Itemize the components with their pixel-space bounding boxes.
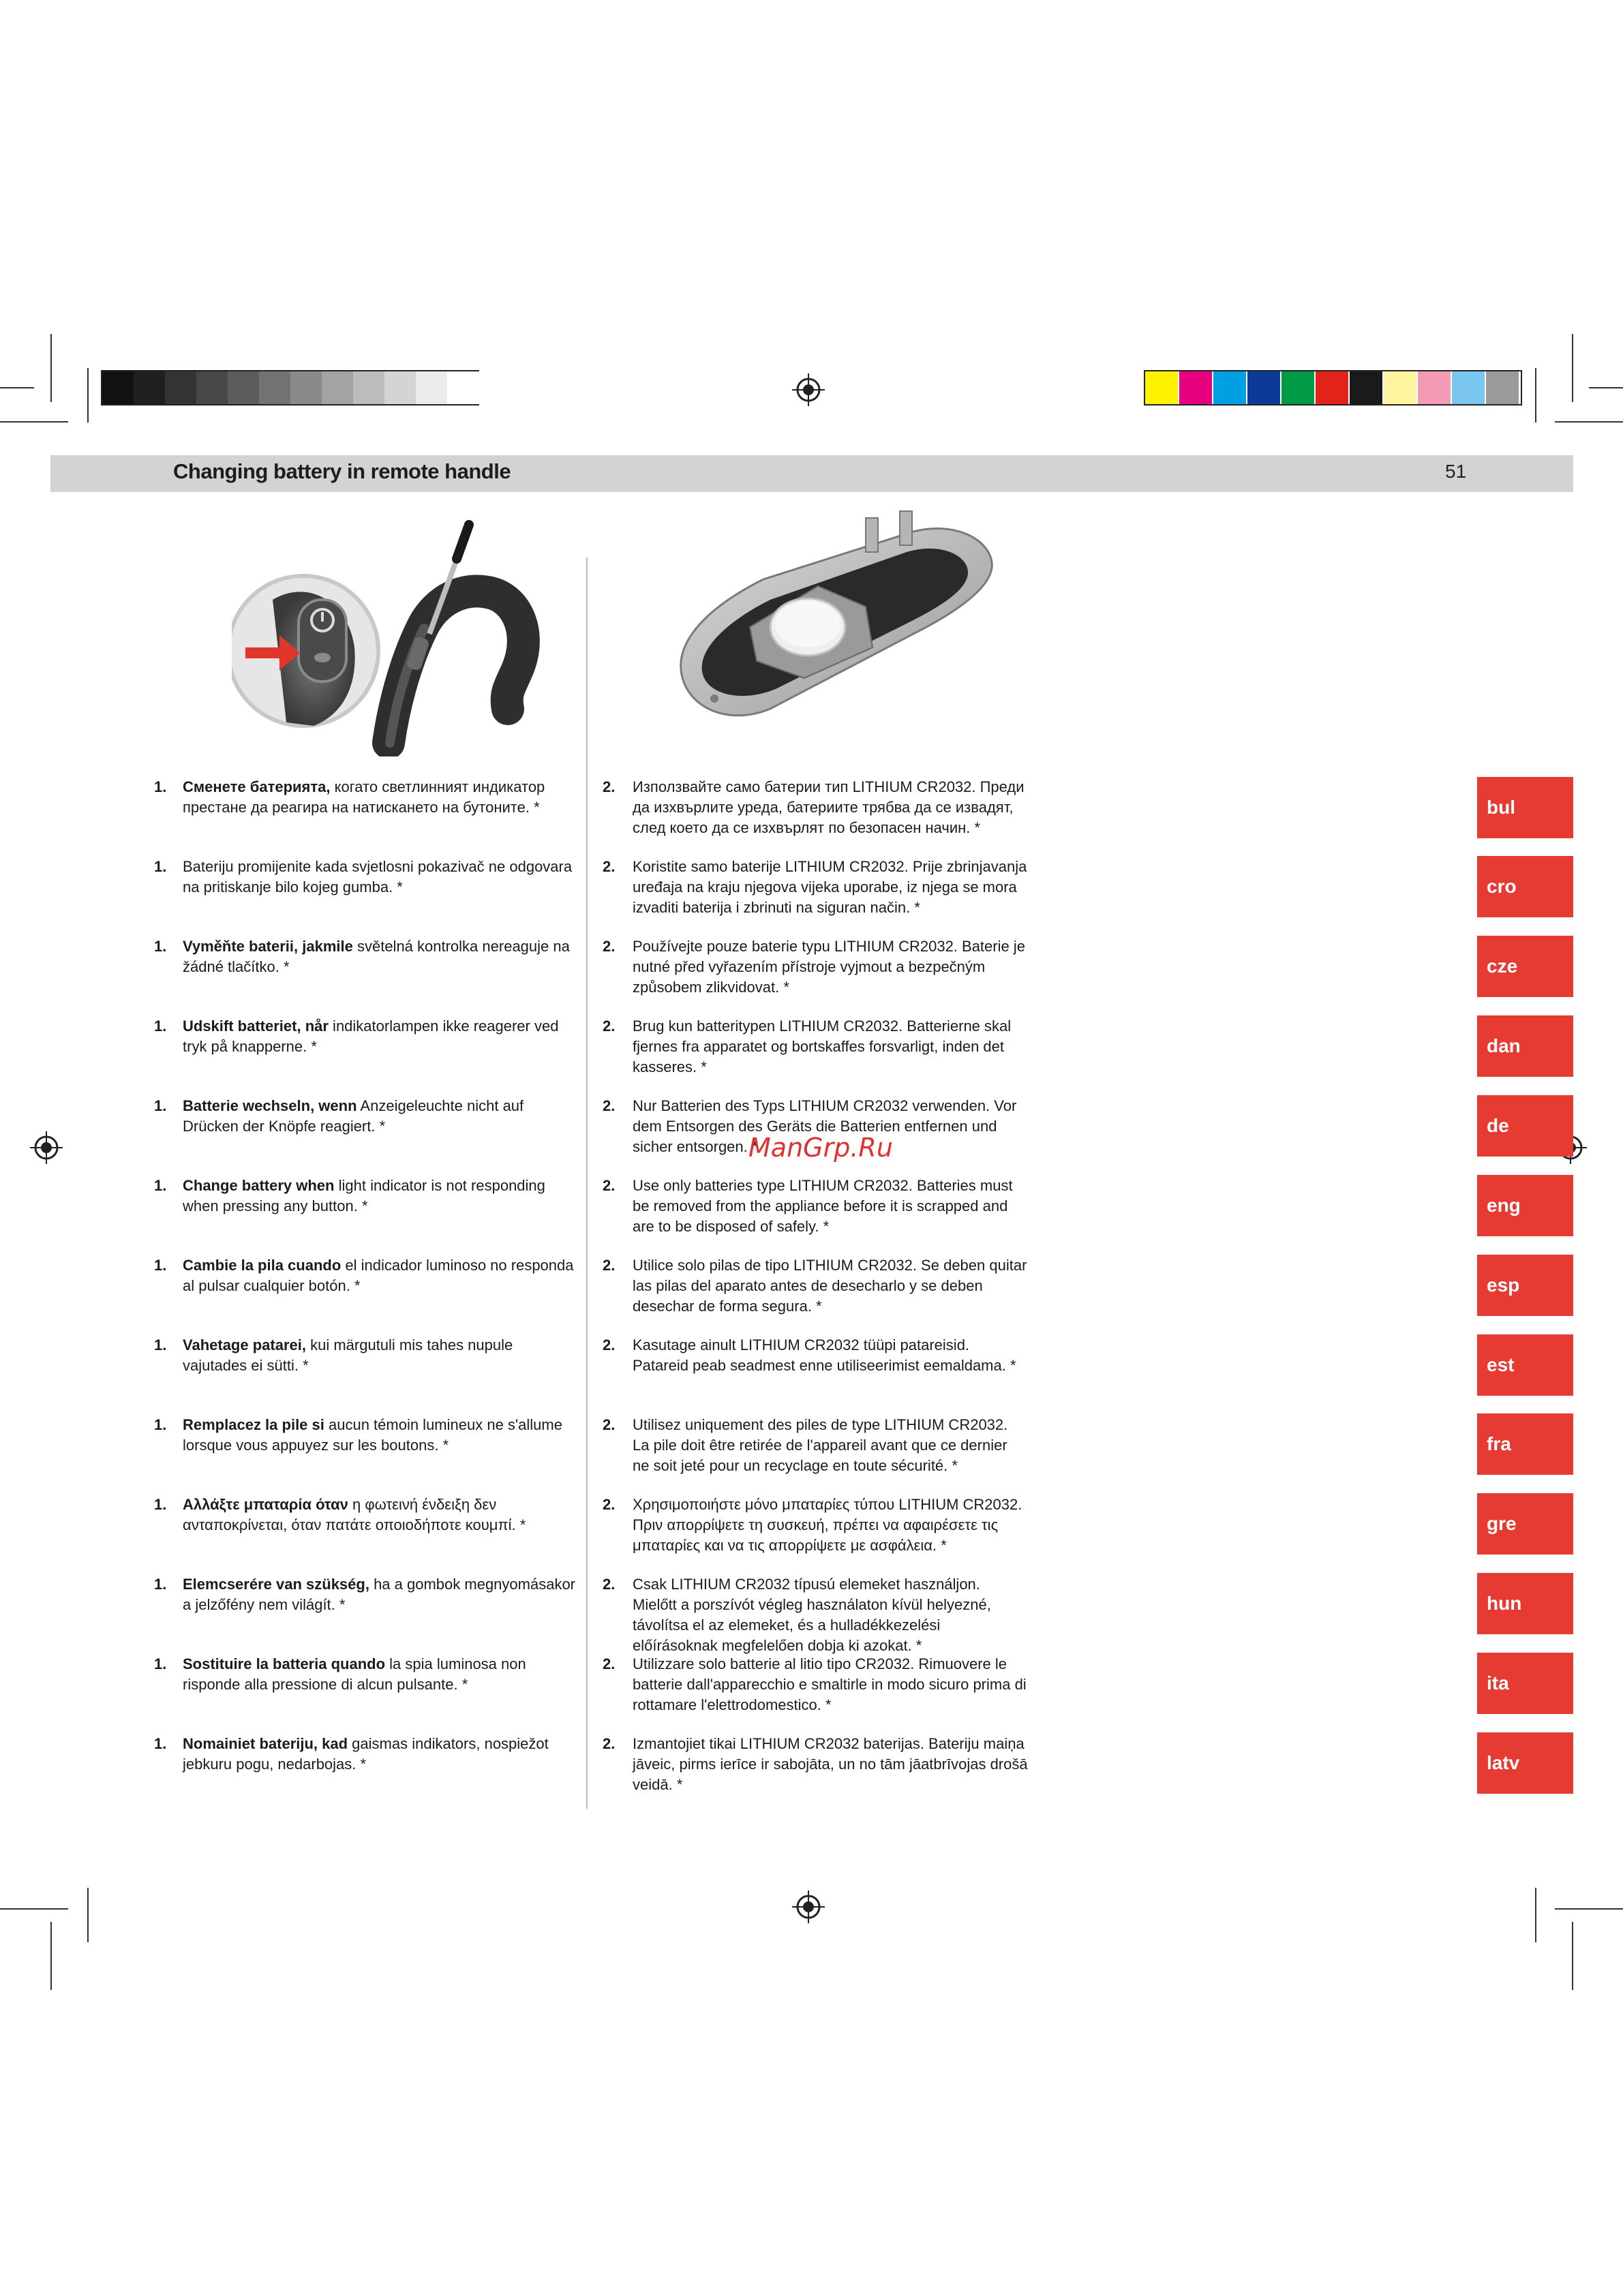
crop-mark (0, 421, 68, 423)
gray-swatch (416, 371, 448, 404)
gray-swatch (196, 371, 228, 404)
language-tab-hun[interactable]: hun (1477, 1573, 1573, 1634)
step2-text-de: Nur Batterien des Typs LITHIUM CR2032 verwenden. Vor dem Entsorgen des Geräts die Batterien entfernen und sicher entsorgen. * (633, 1097, 1017, 1155)
step1-body: gaismas indikators, nospiežot jebkuru pogu, nedarbojas. * (183, 1735, 549, 1773)
step2-text-cze: Používejte pouze baterie typu LITHIUM CR2032. Baterie je nutné před vyřazením přístroje vyjmout a bezpečným způsobem zlikvidovat. * (633, 938, 1025, 996)
crop-mark (1555, 421, 1623, 423)
step-number: 1. (154, 1177, 167, 1194)
step1-text-de (183, 1096, 578, 1137)
crop-mark (1589, 387, 1623, 388)
step-number: 2. (603, 1097, 616, 1114)
color-swatch (1247, 371, 1280, 404)
step2-text-bul: Използвайте само батерии тип LITHIUM CR2032. Преди да изхвърлите уреда, батериите трябва да се извадят, след което да се изхвърлят по безопасен начин. * (633, 778, 1025, 836)
language-tab-latv[interactable]: latv (1477, 1732, 1573, 1794)
color-swatch (1145, 371, 1178, 404)
step-number: 1. (154, 1336, 167, 1353)
step2-text-latv: Izmantojiet tikai LITHIUM CR2032 baterijas. Bateriju maiņa jāveic, pirms ierīce ir sabojāta, un no tām jāatbrīvojas drošā veidā. * (633, 1735, 1028, 1793)
step1-body: ha a gombok megnyomásakor a jelzőfény nem világít. * (183, 1576, 576, 1613)
step1-text-fra (183, 1415, 578, 1456)
step2-text-esp: Utilice solo pilas de tipo LITHIUM CR2032. Se deben quitar las pilas del aparato antes de desecharlo y se deben desechar de forma segura. * (633, 1257, 1027, 1315)
column-divider (586, 557, 588, 1809)
color-swatch (1452, 371, 1485, 404)
language-tab-de[interactable]: de (1477, 1095, 1573, 1157)
step-number: 1. (154, 1017, 167, 1035)
gray-swatch (259, 371, 291, 404)
step-number: 1. (154, 858, 167, 875)
step1-body: la spia luminosa non risponde alla pressione di alcun pulsante. * (183, 1655, 526, 1693)
registration-mark-icon (792, 1891, 825, 1923)
step-number: 2. (603, 1496, 616, 1513)
crop-mark (1572, 334, 1573, 402)
step-number: 2. (603, 1655, 616, 1672)
crop-mark (87, 368, 89, 423)
language-tab-ita[interactable]: ita (1477, 1653, 1573, 1714)
color-swatch (1179, 371, 1212, 404)
step-number: 2. (603, 1017, 616, 1035)
step-number: 2. (603, 1576, 616, 1593)
gray-swatch (353, 371, 385, 404)
step2-text-hun: Csak LITHIUM CR2032 típusú elemeket használjon. Mielőtt a porszívót végleg használaton kívül helyezné, távolítsa el az elemeket, és a hulladékkezelési előírásoknak megfelelően dobja ki azokat. * (633, 1576, 991, 1654)
gray-swatch (290, 371, 322, 404)
crop-mark (1535, 368, 1536, 423)
step2-text-gre: Χρησιμοποιήστε μόνο μπαταρίες τύπου LITHIUM CR2032. Πριν απορρίψετε τη συσκευή, πρέπει να αφαιρέσετε τις μπαταρίες και να τις απορρίψετε με ασφάλεια. * (633, 1496, 1022, 1554)
step1-bold: Nomainiet bateriju, kad (183, 1735, 348, 1752)
step1-body: Anzeigeleuchte nicht auf Drücken der Knöpfe reagiert. * (183, 1097, 524, 1135)
step1-text-dan (183, 1016, 578, 1057)
battery-compartment-illustration (668, 504, 1036, 736)
step-number: 1. (154, 1576, 167, 1593)
step-number: 1. (154, 1097, 167, 1114)
language-tab-dan[interactable]: dan (1477, 1015, 1573, 1077)
step-number: 1. (154, 1257, 167, 1274)
language-tab-eng[interactable]: eng (1477, 1175, 1573, 1236)
step1-bold: Αλλάξτε μπαταρία όταν (183, 1496, 348, 1513)
step-number: 1. (154, 1496, 167, 1513)
gray-swatch (228, 371, 260, 404)
step1-text-cro (183, 857, 578, 898)
language-tab-esp[interactable]: esp (1477, 1255, 1573, 1316)
color-swatch (1350, 371, 1382, 404)
step1-text-hun (183, 1574, 578, 1615)
step1-bold: Change battery when (183, 1177, 335, 1194)
step2-text-ita: Utilizzare solo batterie al litio tipo CR2032. Rimuovere le batterie dall'apparecchio e smaltirle in modo sicuro prima di rottamare l'elettrodomestico. * (633, 1655, 1027, 1713)
crop-mark (87, 1888, 89, 1942)
gray-swatch (134, 371, 166, 404)
step1-bold: Vahetage patarei, (183, 1336, 306, 1353)
gray-swatch (102, 371, 134, 404)
color-swatch (1316, 371, 1348, 404)
step1-bold: Sostituire la batteria quando (183, 1655, 386, 1672)
page-title: Changing battery in remote handle (173, 459, 511, 483)
step-number: 2. (603, 1177, 616, 1194)
step1-body: indikatorlampen ikke reagerer ved tryk på knapperne. * (183, 1017, 559, 1055)
gray-swatch (384, 371, 416, 404)
crop-mark (0, 387, 34, 388)
language-tab-fra[interactable]: fra (1477, 1413, 1573, 1475)
step-number: 1. (154, 1735, 167, 1752)
step1-text-bul (183, 777, 578, 818)
color-swatch (1486, 371, 1519, 404)
step1-text-eng (183, 1176, 578, 1216)
step-number: 2. (603, 1735, 616, 1752)
step1-bold: Vyměňte baterii, jakmile (183, 938, 353, 955)
step1-text-latv (183, 1734, 578, 1775)
language-tab-bul[interactable]: bul (1477, 777, 1573, 838)
step1-body: Bateriju promijenite kada svjetlosni pokazivač ne odgovara na pritiskanje bilo kojeg gumba. * (183, 858, 573, 896)
step2-text-cro: Koristite samo baterije LITHIUM CR2032. Prije zbrinjavanja uređaja na kraju njegova vijeka uporabe, iz njega se mora izvaditi baterija i zbrinuti na siguran način. * (633, 858, 1027, 916)
color-swatch (1384, 371, 1416, 404)
step1-text-cze (183, 936, 578, 977)
crop-mark (1535, 1888, 1536, 1942)
color-swatch (1418, 371, 1451, 404)
step1-text-est (183, 1335, 578, 1376)
step1-text-ita (183, 1654, 578, 1695)
step1-body: aucun témoin lumineux ne s'allume lorsque vous appuyez sur les boutons. * (183, 1416, 562, 1454)
step1-bold: Сменете батерията, (183, 778, 331, 795)
step-number: 2. (603, 1257, 616, 1274)
gray-swatch (165, 371, 197, 404)
step2-text-eng: Use only batteries type LITHIUM CR2032. Batteries must be removed from the appliance before it is scrapped and are to be disposed of safely. * (633, 1177, 1013, 1235)
gray-swatch (322, 371, 354, 404)
step-number: 2. (603, 778, 616, 795)
crop-mark (50, 334, 52, 402)
language-tab-cro[interactable]: cro (1477, 856, 1573, 917)
step-number: 1. (154, 778, 167, 795)
step2-text-est: Kasutage ainult LITHIUM CR2032 tüüpi patareisid. Patareid peab seadmest enne utiliseerimist eemaldama. * (633, 1336, 1016, 1374)
remote-handle-illustration (232, 518, 566, 756)
step1-body: světelná kontrolka nereaguje na žádné tlačítko. * (183, 938, 570, 975)
language-tab-gre[interactable]: gre (1477, 1493, 1573, 1555)
step1-body: el indicador luminoso no responda al pulsar cualquier botón. * (183, 1257, 574, 1294)
step-number: 2. (603, 858, 616, 875)
gray-swatch (447, 371, 479, 404)
step1-bold: Udskift batteriet, når (183, 1017, 329, 1035)
step-number: 1. (154, 1655, 167, 1672)
step1-body: kui märgutuli mis tahes nupule vajutades ei sütti. * (183, 1336, 513, 1374)
language-tab-cze[interactable]: cze (1477, 936, 1573, 997)
step2-text-dan: Brug kun batteritypen LITHIUM CR2032. Batterierne skal fjernes fra apparatet og bortskaffes forsvarligt, inden det kasseres. * (633, 1017, 1012, 1075)
step1-text-gre (183, 1495, 578, 1535)
step-number: 1. (154, 938, 167, 955)
step-number: 2. (603, 1416, 616, 1433)
watermark: ManGrp.Ru (748, 1133, 893, 1163)
crop-mark (1572, 1922, 1573, 1990)
step1-bold: Cambie la pila cuando (183, 1257, 342, 1274)
color-swatch (1281, 371, 1314, 404)
crop-mark (50, 1922, 52, 1990)
page-number: 51 (1445, 461, 1467, 482)
step-number: 2. (603, 1336, 616, 1353)
step2-text-fra: Utilisez uniquement des piles de type LITHIUM CR2032. La pile doit être retirée de l'appareil avant que ce dernier ne soit jeté pour un recyclage en toute sécurité. * (633, 1416, 1008, 1474)
step1-body: когато светлинният индикатор престане да реагира на натискането на бутоните. * (183, 778, 545, 816)
step-number: 1. (154, 1416, 167, 1433)
language-tab-est[interactable]: est (1477, 1334, 1573, 1396)
color-swatch (1213, 371, 1246, 404)
step1-body: light indicator is not responding when pressing any button. * (183, 1177, 545, 1214)
step1-text-esp (183, 1255, 578, 1296)
step1-body: η φωτεινή ένδειξη δεν ανταποκρίνεται, όταν πατάτε οποιοδήποτε κουμπί. * (183, 1496, 526, 1533)
step-number: 2. (603, 938, 616, 955)
crop-mark (1555, 1908, 1623, 1910)
registration-mark-icon (30, 1131, 63, 1164)
crop-mark (0, 1908, 68, 1910)
registration-mark-icon (792, 373, 825, 406)
step1-bold: Batterie wechseln, wenn (183, 1097, 357, 1114)
step1-bold: Elemcserére van szükség, (183, 1576, 369, 1593)
step1-bold: Remplacez la pile si (183, 1416, 324, 1433)
